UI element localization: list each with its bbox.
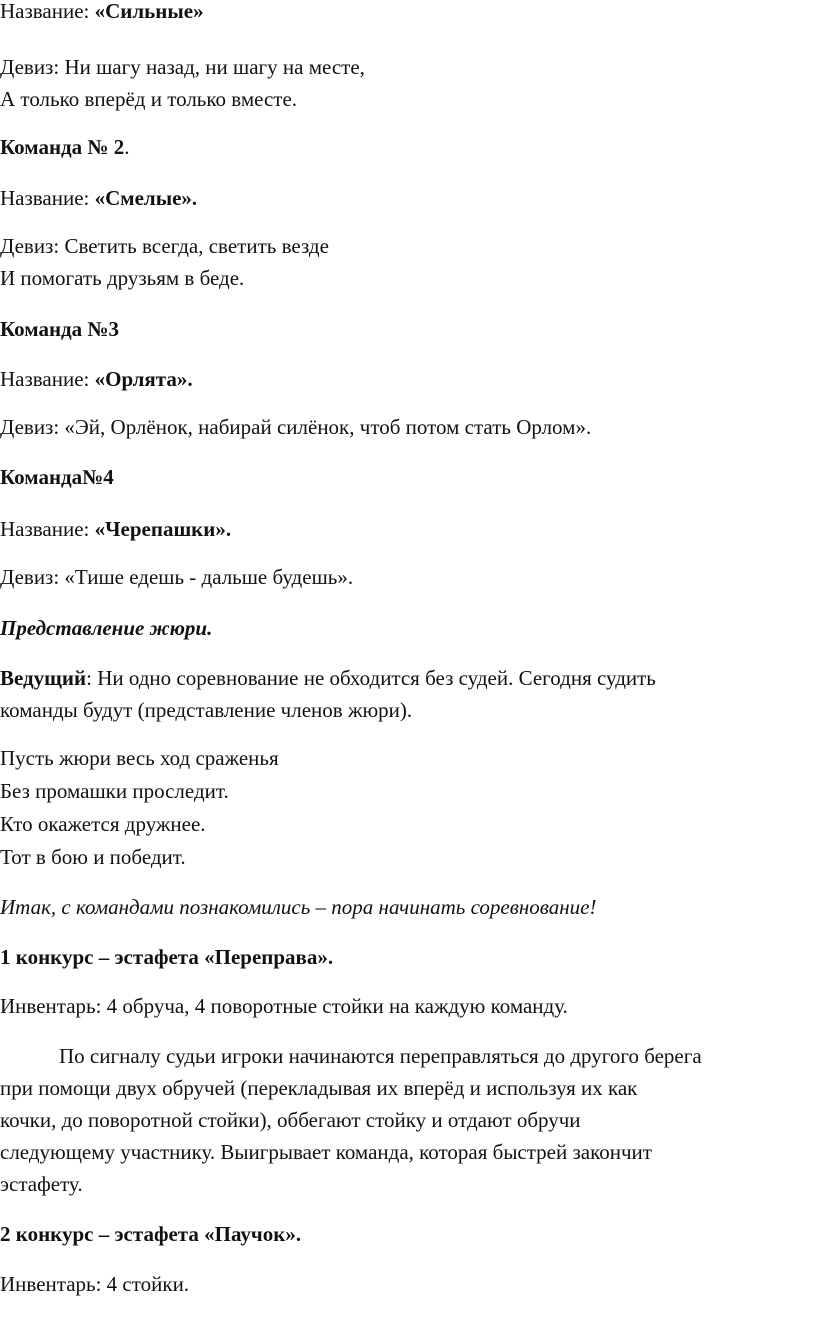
team3-heading-bold: Команда №3	[0, 317, 120, 341]
contest2-heading	[0, 1218, 301, 1250]
name-label: Название:	[0, 186, 95, 210]
host-line1	[0, 662, 656, 694]
team2-heading-bold: Команда № 2	[0, 135, 125, 159]
team4-heading	[0, 461, 114, 493]
jury-heading: Представление жюри.	[0, 616, 213, 640]
team2-motto-line1	[0, 230, 329, 262]
motto-label: Девиз:	[0, 234, 65, 258]
team3-name-line	[0, 363, 193, 395]
name-label: Название:	[0, 517, 95, 541]
contest2-heading-text: 2 конкурс – эстафета «Паучок».	[0, 1222, 302, 1246]
poem-line: Тот в бою и победит.	[0, 845, 186, 869]
poem-line: Без промашки проследит.	[0, 779, 229, 803]
host-text1: : Ни одно соревнование не обходится без судей. Сегодня судить	[86, 666, 656, 690]
name-label: Название:	[0, 367, 95, 391]
host-label: Ведущий	[0, 666, 87, 690]
team1-motto-line2: А только вперёд и только вместе.	[0, 87, 298, 111]
team4-name-line	[0, 513, 231, 545]
team4-name-value: «Черепашки».	[94, 517, 232, 541]
contest1-desc-line: кочки, до поворотной стойки), оббегают стойку и отдают обручи	[0, 1108, 581, 1132]
name-label: Название:	[0, 0, 95, 23]
team1-motto-line1	[0, 51, 365, 83]
intro-italic: Итак, с командами познакомились – пора начинать соревнование!	[0, 895, 597, 919]
team2-heading	[0, 131, 130, 163]
team3-name-value: «Орлята».	[94, 367, 193, 391]
team4-heading-bold: Команда№4	[0, 465, 114, 489]
team3-motto: Девиз: «Эй, Орлёнок, набирай силёнок, чтоб потом стать Орлом».	[0, 415, 592, 439]
poem-line: Кто окажется дружнее.	[0, 812, 206, 836]
team1-name-line	[0, 0, 204, 27]
contest1-desc-line: следующему участнику. Выигрывает команда, которая быстрей закончит	[0, 1140, 652, 1164]
team3-heading	[0, 313, 119, 345]
team1-name-value: «Сильные»	[94, 0, 204, 23]
contest1-desc-line: при помощи двух обручей (перекладывая их вперёд и используя их как	[0, 1076, 638, 1100]
contest1-inventory: Инвентарь: 4 обруча, 4 поворотные стойки на каждую команду.	[0, 994, 568, 1018]
team1-motto-text1: Ни шагу назад, ни шагу на месте,	[64, 55, 365, 79]
team2-motto-line2: И помогать друзьям в беде.	[0, 266, 245, 290]
contest1-desc-line: По сигналу судьи игроки начинаются переправляться до другого берега	[59, 1044, 702, 1068]
poem-line: Пусть жюри весь ход сраженья	[0, 746, 279, 770]
contest1-heading	[0, 941, 333, 973]
host-line2: команды будут (представление членов жюри).	[0, 698, 413, 722]
contest1-heading-text: 1 конкурс – эстафета «Переправа».	[0, 945, 334, 969]
team4-motto: Девиз: «Тише едешь - дальше будешь».	[0, 565, 354, 589]
motto-label: Девиз:	[0, 55, 65, 79]
team2-name-line	[0, 182, 197, 214]
contest2-inventory: Инвентарь: 4 стойки.	[0, 1272, 190, 1296]
team2-name-value: «Смелые».	[94, 186, 198, 210]
team2-heading-tail: .	[124, 135, 130, 159]
contest1-desc-line: эстафету.	[0, 1172, 83, 1196]
team2-motto-text1: Светить всегда, светить везде	[64, 234, 329, 258]
